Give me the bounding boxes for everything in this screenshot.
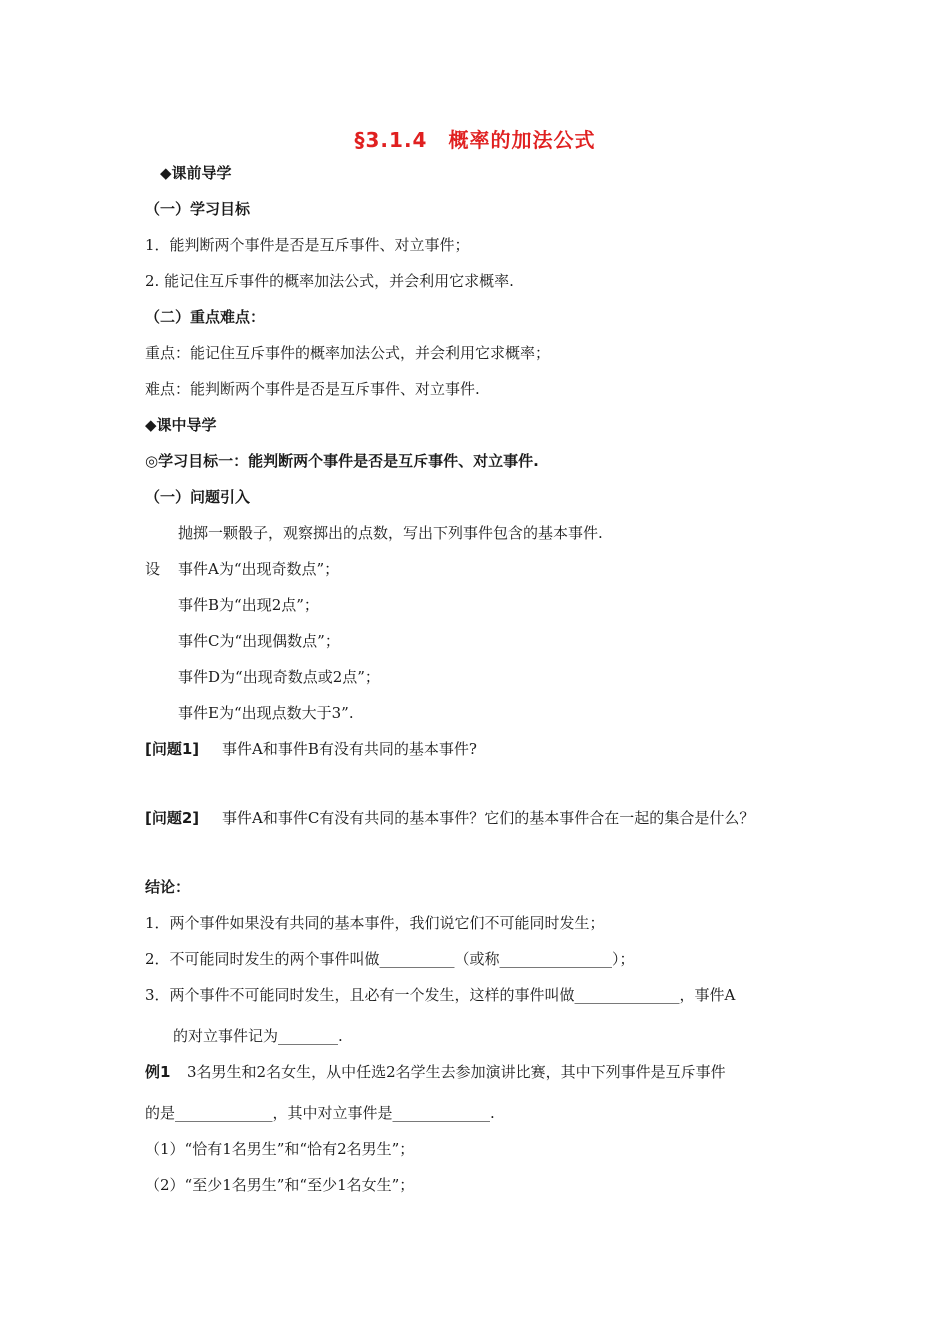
question2-label: [问题2]	[145, 809, 200, 827]
example1-text: 3名男生和2名女生，从中任选2名学生去参加演讲比赛，其中下列事件是互斥事件	[187, 1063, 726, 1081]
pre-study-heading: ◆课前导学	[160, 164, 232, 182]
event-item: 事件A为“出现奇数点”；	[178, 560, 340, 578]
goal-item: 1．能判断两个事件是否是互斥事件、对立事件；	[145, 236, 470, 254]
question2-text: 事件A和事件C有没有共同的基本事件？它们的基本事件合在一起的集合是什么？	[222, 809, 755, 827]
page-title: §3.1.4 概率的加法公式	[354, 128, 596, 152]
example1-text-cont: 的是_____________，其中对立事件是_____________.	[145, 1104, 495, 1122]
event-item: 事件B为“出现2点”；	[178, 596, 319, 614]
conclusion-heading: 结论：	[145, 878, 191, 896]
event-item: 事件E为“出现点数大于3”.	[178, 704, 354, 722]
key-point-text: 重点：能记住互斥事件的概率加法公式，并会利用它求概率；	[145, 344, 551, 362]
in-class-heading: ◆课中导学	[145, 416, 217, 434]
conclusion-item: 3．两个事件不可能同时发生，且必有一个发生，这样的事件叫做______________，事件A	[145, 986, 736, 1004]
question1-label: [问题1]	[145, 740, 200, 758]
set-label: 设	[145, 560, 161, 578]
conclusion-item: 1．两个事件如果没有共同的基本事件，我们说它们不可能同时发生；	[145, 914, 605, 932]
conclusion-item-cont: 的对立事件记为________.	[173, 1027, 343, 1045]
event-item: 事件C为“出现偶数点”；	[178, 632, 340, 650]
learning-goals-heading: （一）学习目标	[145, 200, 251, 218]
event-item: 事件D为“出现奇数点或2点”；	[178, 668, 380, 686]
conclusion-item: 2．不可能同时发生的两个事件叫做__________（或称_______________）；	[145, 950, 635, 968]
difficulty-text: 难点：能判断两个事件是否是互斥事件、对立事件.	[145, 380, 480, 398]
question1-text: 事件A和事件B有没有共同的基本事件?	[222, 740, 477, 758]
example1-option: （2）“至少1名男生”和“至少1名女生”；	[145, 1176, 415, 1194]
goal-item: 2. 能记住互斥事件的概率加法公式，并会利用它求概率.	[145, 272, 514, 290]
example1-label: 例1	[145, 1063, 171, 1081]
learning-goal-one: ◎学习目标一：能判断两个事件是否是互斥事件、对立事件.	[145, 452, 539, 470]
intro-heading: （一）问题引入	[145, 488, 251, 506]
key-points-heading: （二）重点难点：	[145, 308, 266, 326]
example1-option: （1）“恰有1名男生”和“恰有2名男生”；	[145, 1140, 415, 1158]
intro-text: 抛掷一颗骰子，观察掷出的点数，写出下列事件包含的基本事件.	[178, 524, 603, 542]
